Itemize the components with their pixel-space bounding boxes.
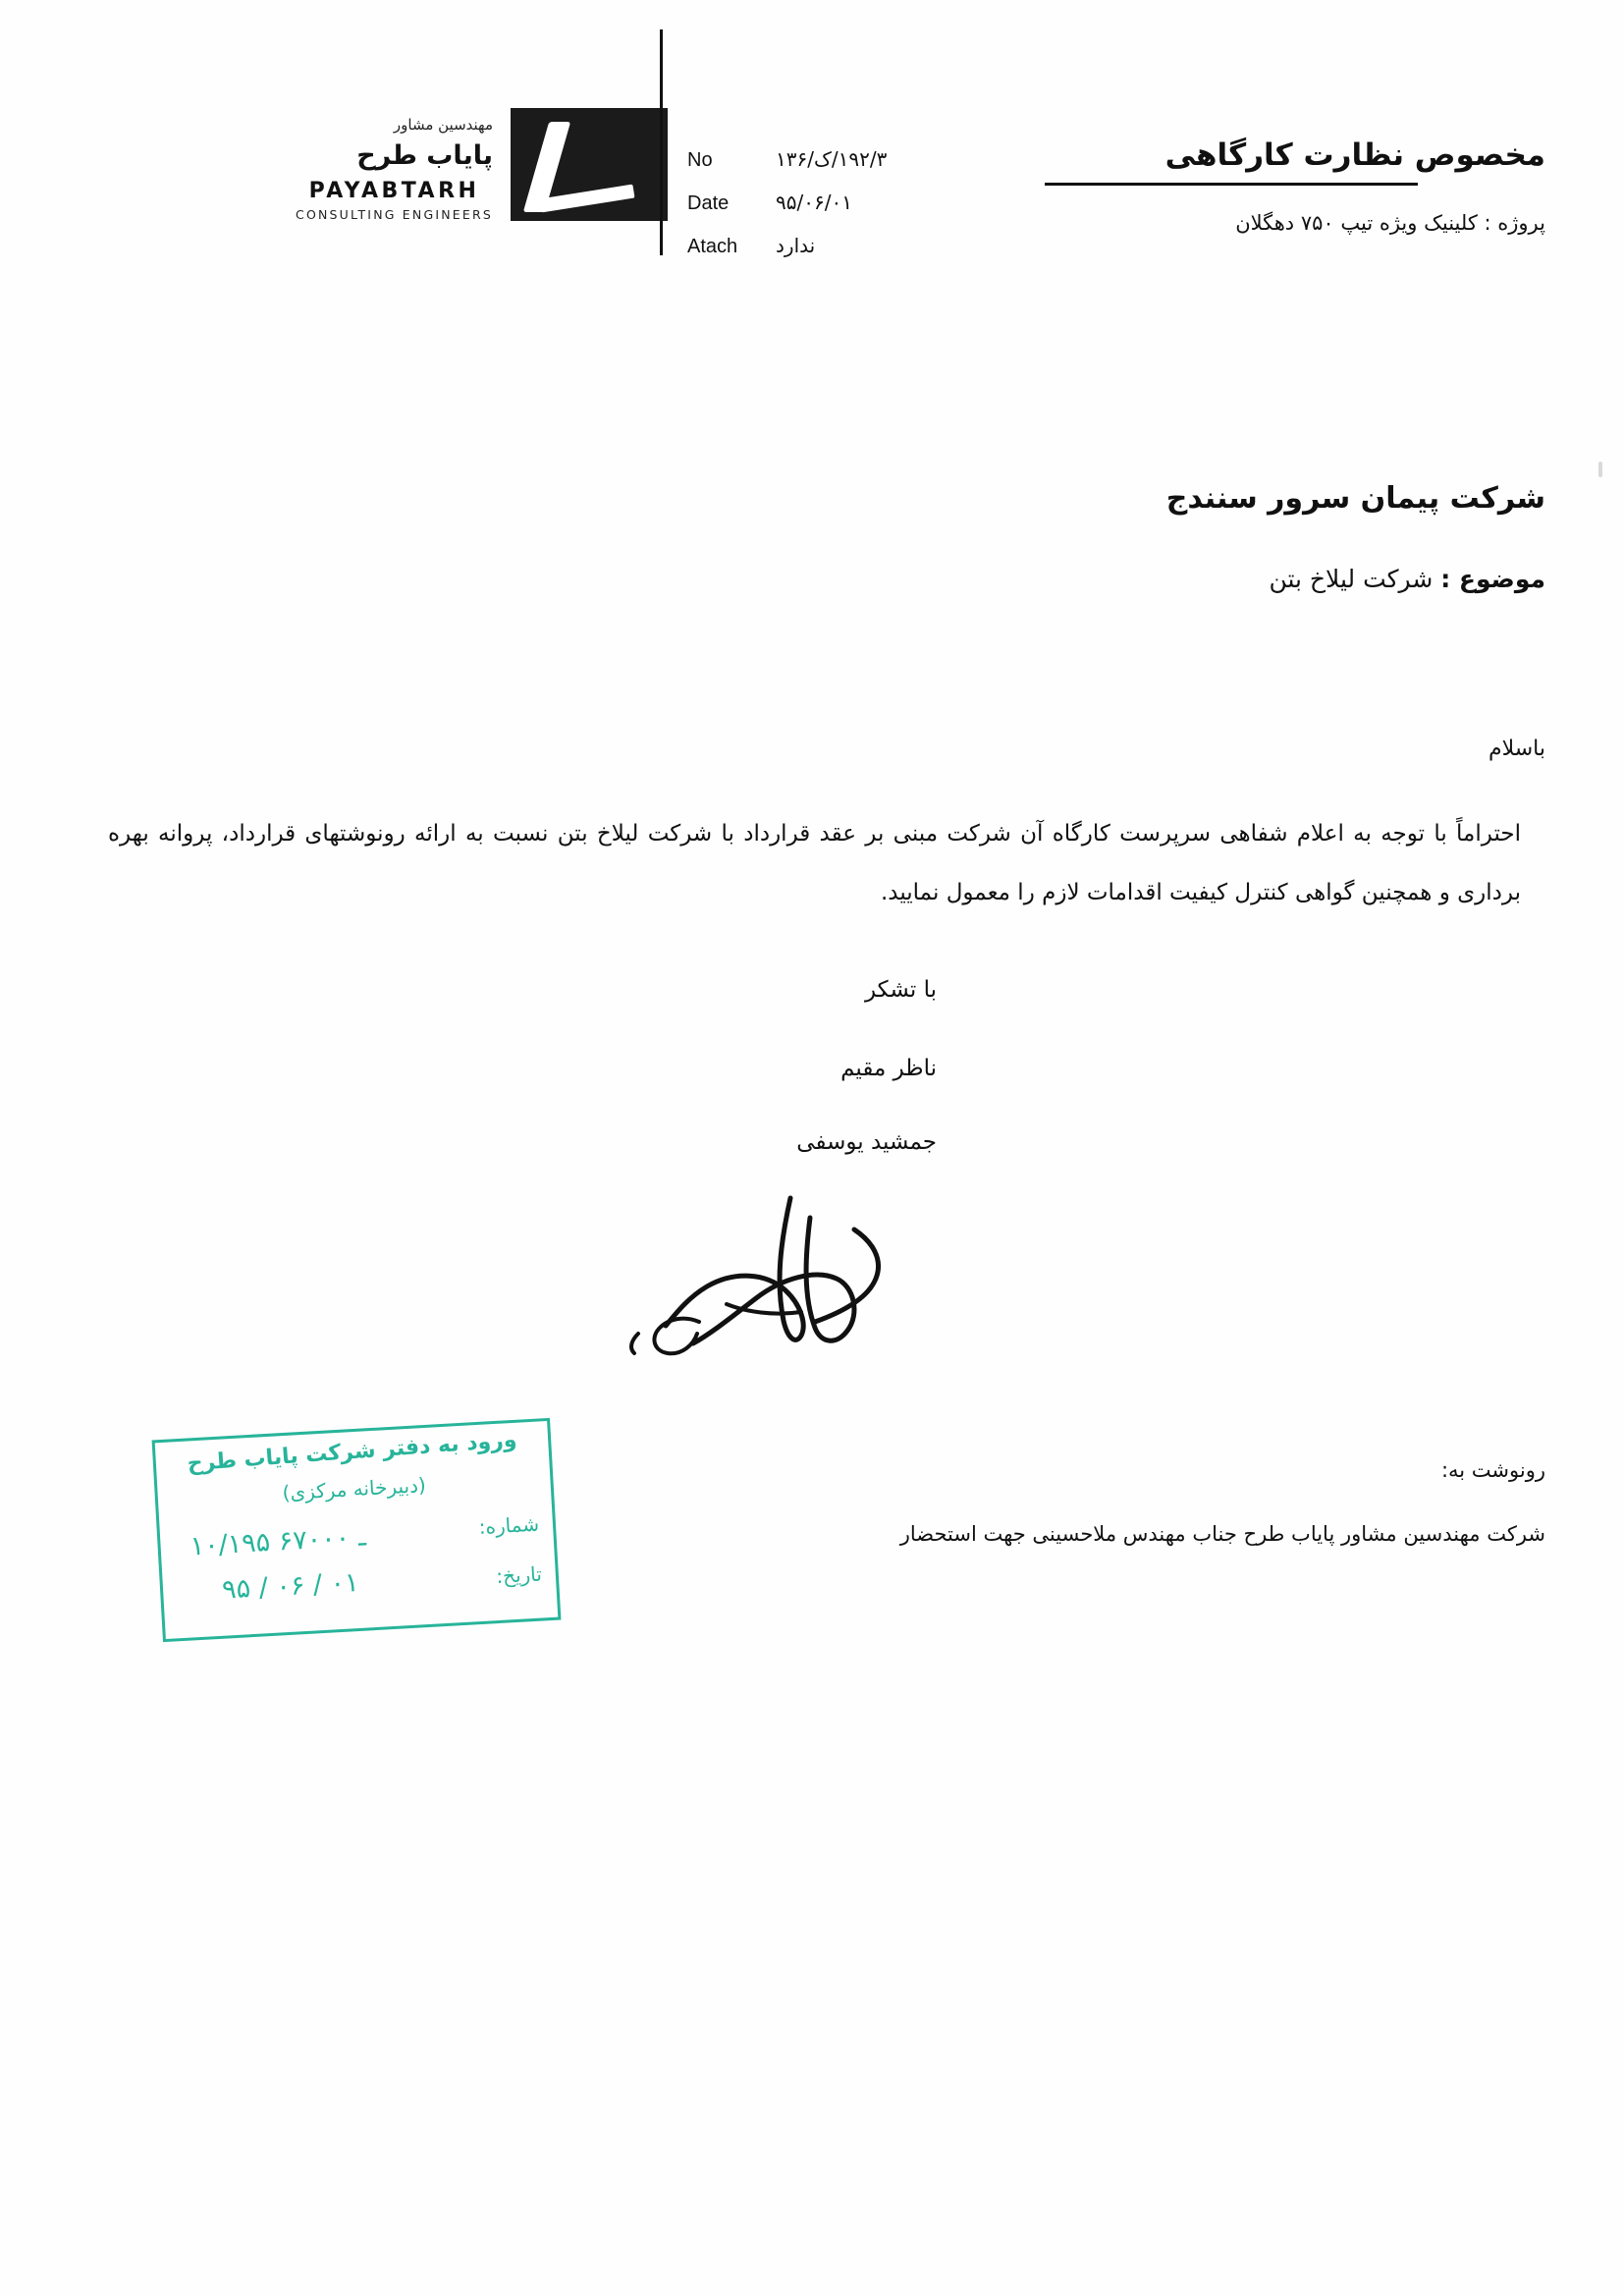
right-header	[996, 137, 1545, 235]
signer-name: جمشید یوسفی	[796, 1129, 937, 1155]
body-paragraph: احتراماً با توجه به اعلام شفاهی سرپرست کارگاه آن شرکت مبنی بر عقد قرارداد با شرکت لیلاخ بتن نسبت به ارائه رونوشتهای قرارداد، پروانه بهره برداری و همچنین گواهی کنترل کیفیت اقدامات لازم را معمول نمایید.	[108, 821, 1521, 905]
meta-row-date	[687, 191, 887, 234]
stamp-line1: ورود به دفتر شرکت پایاب طرح	[186, 1427, 518, 1477]
letterhead-fa-line1: مهندسین مشاور	[393, 116, 493, 134]
supervision-title: مخصوص نظارت کارگاهی	[1164, 137, 1545, 173]
meta-no-label: No	[687, 149, 713, 171]
title-underline	[1045, 183, 1418, 186]
stamp-number-value: ۱۰/۱۹۵ ـ ۶۷۰۰۰	[189, 1521, 367, 1562]
subject-label: موضوع :	[1440, 565, 1545, 593]
cc-label: رونوشت به:	[1440, 1458, 1545, 1482]
scan-speck	[1598, 462, 1602, 477]
subject-value: شرکت لیلاخ بتن	[1269, 565, 1434, 593]
meta-atach-value: ندارد	[776, 234, 816, 257]
meta-no-value: ۱۹۲/۳/ک/۱۳۶	[776, 147, 888, 171]
meta-date-value: ۹۵/۰۶/۰۱	[776, 191, 852, 214]
letterhead-fa-line2: پایاب طرح	[356, 139, 493, 171]
letterhead	[187, 108, 668, 265]
addressee: شرکت پیمان سرور سنندج	[1165, 481, 1545, 516]
handwritten-signature	[609, 1188, 933, 1375]
letterhead-text	[296, 108, 511, 222]
stamp-line2: (دبیرخانه مرکزی)	[281, 1473, 427, 1505]
meta-atach-label: Atach	[687, 236, 738, 257]
stamp-number-label: شماره:	[478, 1511, 540, 1540]
meta-row-no	[687, 147, 887, 191]
registration-stamp	[152, 1418, 562, 1642]
closing: با تشکر	[864, 977, 937, 1003]
meta-row-atach	[687, 234, 887, 277]
header-divider	[660, 29, 663, 255]
cc-recipient: شرکت مهندسین مشاور پایاب طرح جناب مهندس ملاحسینی جهت استحضار	[899, 1522, 1545, 1546]
project-line: پروژه : کلینیک ویژه تیپ ۷۵۰ دهگلان	[1235, 211, 1545, 235]
payabtarh-logo-icon	[511, 108, 668, 221]
stamp-date-label: تاریخ:	[495, 1561, 543, 1589]
signer-role: ناظر مقیم	[840, 1056, 937, 1081]
stamp-date-value: ۹۵ / ۰۶ / ۰۱	[221, 1566, 360, 1606]
letterhead-en-sub: CONSULTING ENGINEERS	[296, 206, 493, 222]
subject-line	[858, 565, 1545, 593]
letter-meta	[687, 147, 887, 277]
salutation: باسلام	[1488, 737, 1545, 761]
meta-date-label: Date	[687, 192, 730, 214]
letterhead-en-name: PAYABTARH	[308, 178, 480, 203]
